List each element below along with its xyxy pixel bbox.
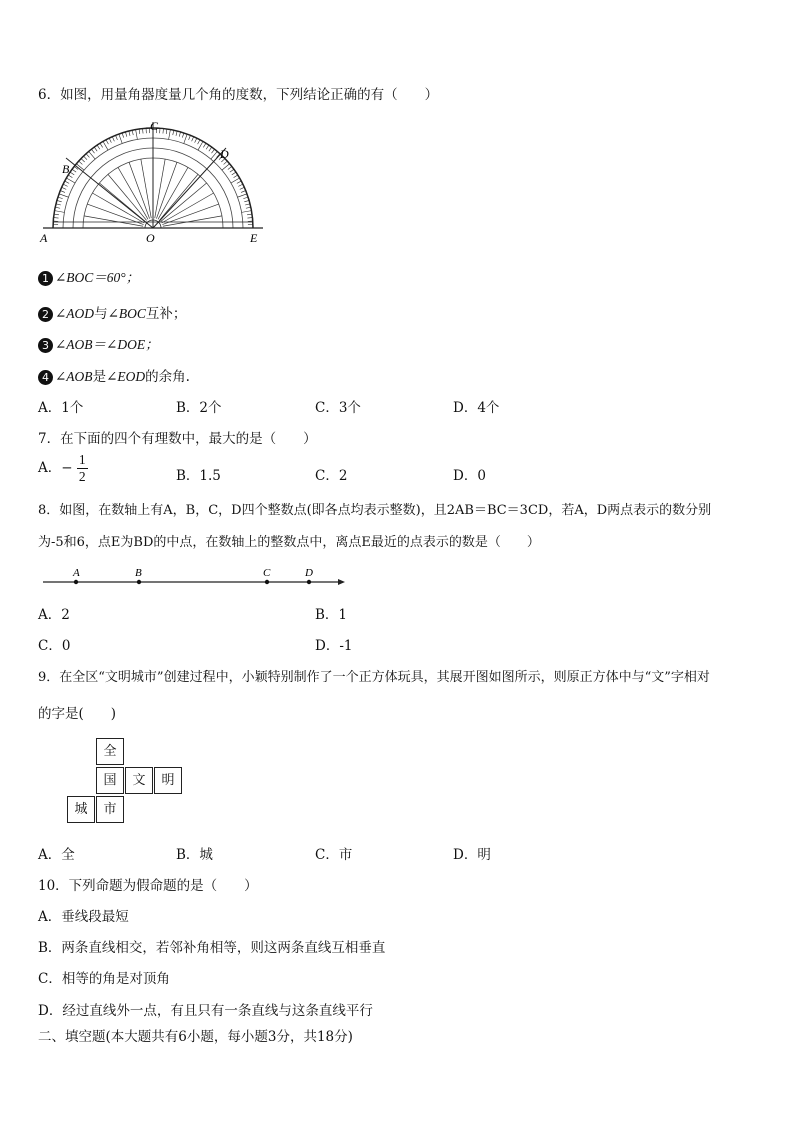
fraction — [77, 452, 88, 485]
statement-4-tail: 的余角. — [145, 369, 190, 385]
q6-option-d[interactable]: D．4个 — [453, 400, 500, 416]
q10-stem: 10．下列命题为假命题的是（ ） — [38, 878, 258, 894]
q8-line-1: 8．如图，在数轴上有A，B，C，D四个整数点(即各点均表示整数)，且2AB＝BC＝3CD，若A，D两点表示的数分别 — [38, 503, 712, 518]
statement-4 — [38, 365, 190, 385]
statement-2-mid: 与 — [94, 306, 108, 322]
q8-option-b[interactable]: B．1 — [315, 607, 348, 623]
q10-option-d[interactable]: D．经过直线外一点，有且只有一条直线与这条直线平行 — [38, 1003, 373, 1019]
circled-number: 4 — [38, 370, 53, 385]
statement-4-mid: 是 — [92, 369, 107, 385]
protractor-figure — [38, 118, 268, 248]
circled-number: 1 — [38, 271, 53, 286]
q9-option-d[interactable]: D．明 — [453, 847, 491, 863]
statement-3 — [38, 333, 159, 353]
net-cell-quan: 全 — [96, 738, 124, 765]
axis-label-C: C — [263, 567, 271, 579]
q6-option-c[interactable]: C．3个 — [315, 400, 361, 416]
q6-option-b[interactable]: B．2个 — [176, 400, 222, 416]
net-cell-cheng: 城 — [67, 796, 95, 823]
q7-option-b[interactable]: B．1.5 — [176, 468, 221, 484]
statement-1 — [38, 266, 139, 286]
axis-label-B: B — [135, 567, 142, 579]
circled-number: 2 — [38, 307, 53, 322]
net-cell-shi: 市 — [96, 796, 124, 823]
q8-option-c[interactable]: C．0 — [38, 638, 71, 654]
label-O: O — [146, 231, 155, 245]
q8-line-2: 为-5和6，点E为BD的中点，在数轴上的整数点中，离点E最近的点表示的数是（ ） — [38, 535, 540, 550]
q9-option-c[interactable]: C．市 — [315, 847, 353, 863]
statement-2-tail: 互补； — [145, 306, 187, 322]
label-C: C — [150, 119, 159, 133]
net-cell-wen: 文 — [125, 767, 153, 794]
q7-option-c[interactable]: C．2 — [315, 468, 348, 484]
q8-option-d[interactable]: D．-1 — [315, 638, 353, 654]
q7-option-d[interactable]: D．0 — [453, 468, 486, 484]
net-cell-ming: 明 — [154, 767, 182, 794]
statement-2 — [38, 302, 186, 322]
q9-line-2: 的字是( ) — [38, 706, 117, 722]
statement-3-expr: ∠AOB＝∠DOE； — [55, 337, 159, 352]
q6-stem: 6．如图，用量角器度量几个角的度数，下列结论正确的有（ ） — [38, 87, 439, 103]
q7-option-a[interactable] — [38, 452, 88, 485]
q10-option-b[interactable]: B．两条直线相交，若邻补角相等，则这两条直线互相垂直 — [38, 940, 386, 956]
axis-label-D: D — [305, 567, 313, 579]
statement-1-expr: ∠BOC＝60°； — [55, 270, 140, 285]
label-A: A — [40, 231, 48, 245]
q10-option-c[interactable]: C．相等的角是对顶角 — [38, 971, 170, 987]
label-B: B — [62, 162, 70, 176]
q7-option-a-prefix: A．− — [38, 460, 73, 476]
q10-option-a[interactable]: A．垂线段最短 — [38, 909, 129, 925]
statement-4-expr-a: ∠AOB — [55, 369, 93, 384]
number-line-figure — [38, 565, 348, 593]
net-cell-guo: 国 — [96, 767, 124, 794]
label-D: D — [220, 147, 229, 161]
circled-number: 3 — [38, 338, 53, 353]
q8-option-a[interactable]: A．2 — [38, 607, 70, 623]
fraction-denominator: 2 — [78, 469, 86, 484]
q9-option-b[interactable]: B．城 — [176, 847, 213, 863]
axis-label-A: A — [73, 567, 80, 579]
fraction-numerator: 1 — [78, 452, 86, 467]
q9-line-1: 9．在全区“文明城市”创建过程中，小颖特别制作了一个正方体玩具，其展开图如图所示，则原正方体中与“文”字相对 — [38, 670, 710, 685]
q9-option-a[interactable]: A．全 — [38, 847, 75, 863]
statement-2-expr-a: ∠AOD — [55, 306, 95, 321]
q6-option-a[interactable]: A．1个 — [38, 400, 84, 416]
q7-stem: 7．在下面的四个有理数中，最大的是（ ） — [38, 431, 317, 447]
section-2-heading: 二、填空题(本大题共有6小题，每小题3分，共18分) — [38, 1029, 353, 1045]
statement-2-expr-b: ∠BOC — [107, 306, 146, 321]
statement-4-expr-b: ∠EOD — [106, 369, 146, 384]
label-E: E — [250, 231, 258, 245]
